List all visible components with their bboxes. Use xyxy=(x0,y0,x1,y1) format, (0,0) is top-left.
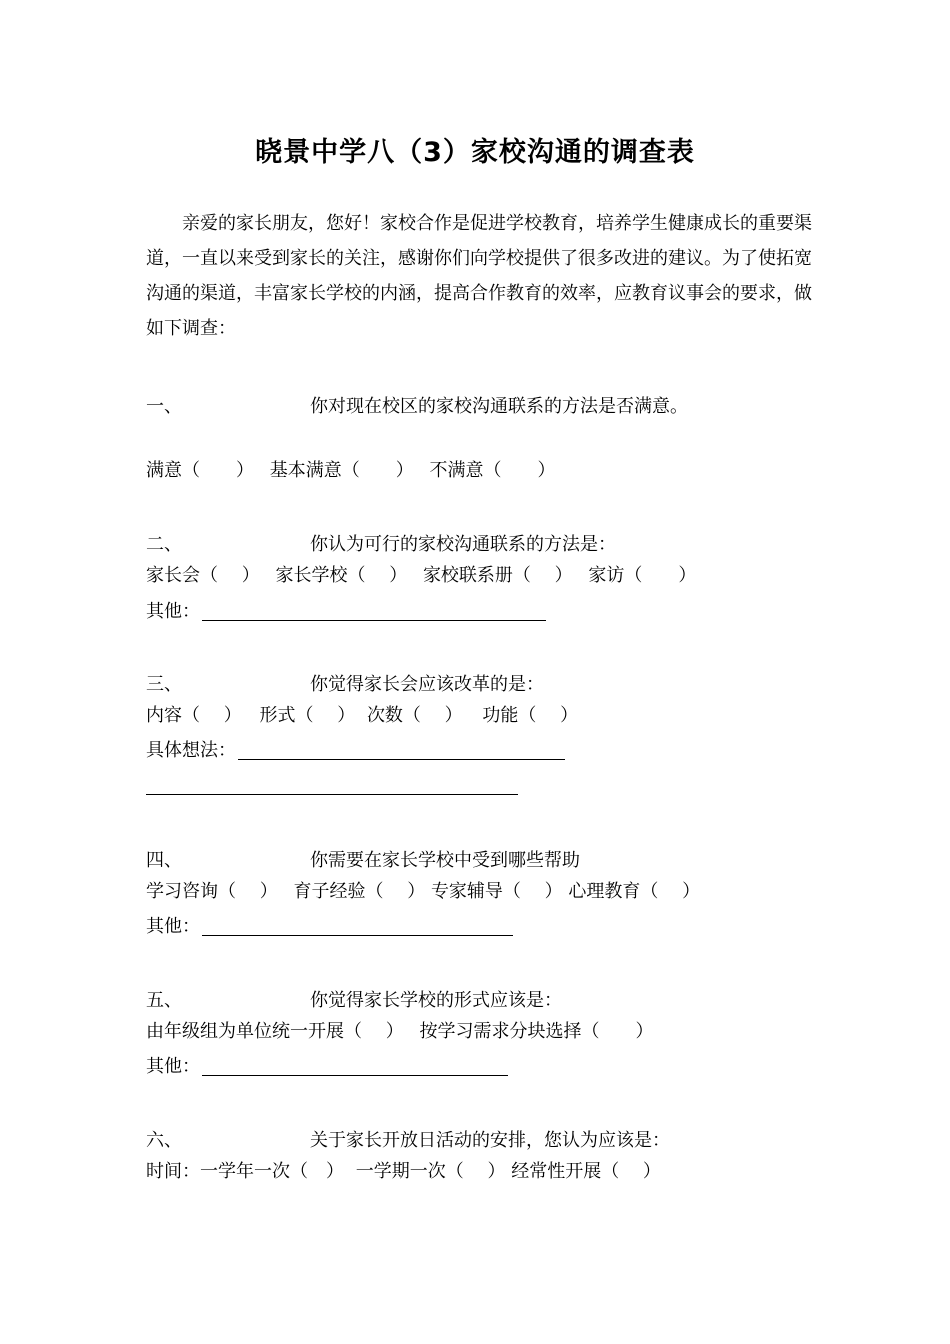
question-5-other-label: 其他： xyxy=(146,1056,200,1077)
question-6-text: 关于家长开放日活动的安排，您认为应该是： xyxy=(310,1130,670,1151)
option-dissatisfied[interactable]: 不满意（ ） xyxy=(429,460,556,481)
option-parent-school[interactable]: 家长学校（ ） xyxy=(275,565,408,586)
option-function[interactable]: 功能（ ） xyxy=(482,705,579,726)
question-4-number: 四、 xyxy=(146,850,182,871)
question-2-text: 你认为可行的家校沟通联系的方法是： xyxy=(310,534,616,555)
page-title: 晓景中学八（3）家校沟通的调查表 xyxy=(255,137,695,168)
option-parenting-experience[interactable]: 育子经验（ ） xyxy=(293,881,426,902)
question-3-idea-field[interactable] xyxy=(238,759,565,760)
question-1-number: 一、 xyxy=(146,396,182,417)
question-3-idea-field-line-2[interactable] xyxy=(146,794,518,795)
question-6-options xyxy=(146,1161,661,1183)
option-psychological-education[interactable]: 心理教育（ ） xyxy=(568,881,701,902)
option-once-per-semester[interactable]: 一学期一次（ ） xyxy=(355,1161,506,1182)
option-form[interactable]: 形式（ ） xyxy=(259,705,356,726)
option-frequency[interactable]: 次数（ ） xyxy=(366,705,463,726)
option-home-visit[interactable]: 家访（ ） xyxy=(588,565,697,586)
question-1-options xyxy=(146,460,555,482)
question-4-options xyxy=(146,881,700,903)
option-expert-guidance[interactable]: 专家辅导（ ） xyxy=(430,881,563,902)
question-5-text: 你觉得家长学校的形式应该是： xyxy=(310,990,562,1011)
option-parent-meeting[interactable]: 家长会（ ） xyxy=(146,565,260,586)
intro-paragraph: 亲爱的家长朋友，您好！家校合作是促进学校教育，培养学生健康成长的重要渠道，一直以来受到家长的关注，感谢你们向学校提供了很多改进的建议。为了使拓宽沟通的渠道，丰富家长学校的内涵，提高合作教育的效率，应教育议事会的要求，做如下调查： xyxy=(146,213,812,339)
question-6-number: 六、 xyxy=(146,1130,182,1151)
option-once-per-year[interactable]: 一学年一次（ ） xyxy=(200,1161,344,1182)
question-3-text: 你觉得家长会应该改革的是： xyxy=(310,674,544,695)
question-5-other-field[interactable] xyxy=(202,1075,508,1076)
option-content[interactable]: 内容（ ） xyxy=(146,705,242,726)
option-regular[interactable]: 经常性开展（ ） xyxy=(511,1161,661,1182)
question-4-text: 你需要在家长学校中受到哪些帮助 xyxy=(310,850,580,871)
question-2-options xyxy=(146,565,696,587)
question-3-idea-label: 具体想法： xyxy=(146,740,236,761)
option-contact-book[interactable]: 家校联系册（ ） xyxy=(422,565,573,586)
question-3-options xyxy=(146,705,578,727)
option-basically-satisfied[interactable]: 基本满意（ ） xyxy=(269,460,414,481)
question-4-other-label: 其他： xyxy=(146,916,200,937)
option-grade-unified[interactable]: 由年级组为单位统一开展（ ） xyxy=(146,1021,404,1042)
question-1-text: 你对现在校区的家校沟通联系的方法是否满意。 xyxy=(310,396,688,417)
time-label: 时间： xyxy=(146,1161,200,1182)
option-satisfied[interactable]: 满意（ ） xyxy=(146,460,254,481)
question-4-other-field[interactable] xyxy=(202,935,513,936)
question-3-number: 三、 xyxy=(146,674,182,695)
question-2-other-field[interactable] xyxy=(202,620,546,621)
option-need-based[interactable]: 按学习需求分块选择（ ） xyxy=(419,1021,654,1042)
question-5-options xyxy=(146,1021,653,1043)
option-study-consulting[interactable]: 学习咨询（ ） xyxy=(146,881,278,902)
question-2-other-label: 其他： xyxy=(146,601,200,622)
question-2-number: 二、 xyxy=(146,534,182,555)
question-5-number: 五、 xyxy=(146,990,182,1011)
